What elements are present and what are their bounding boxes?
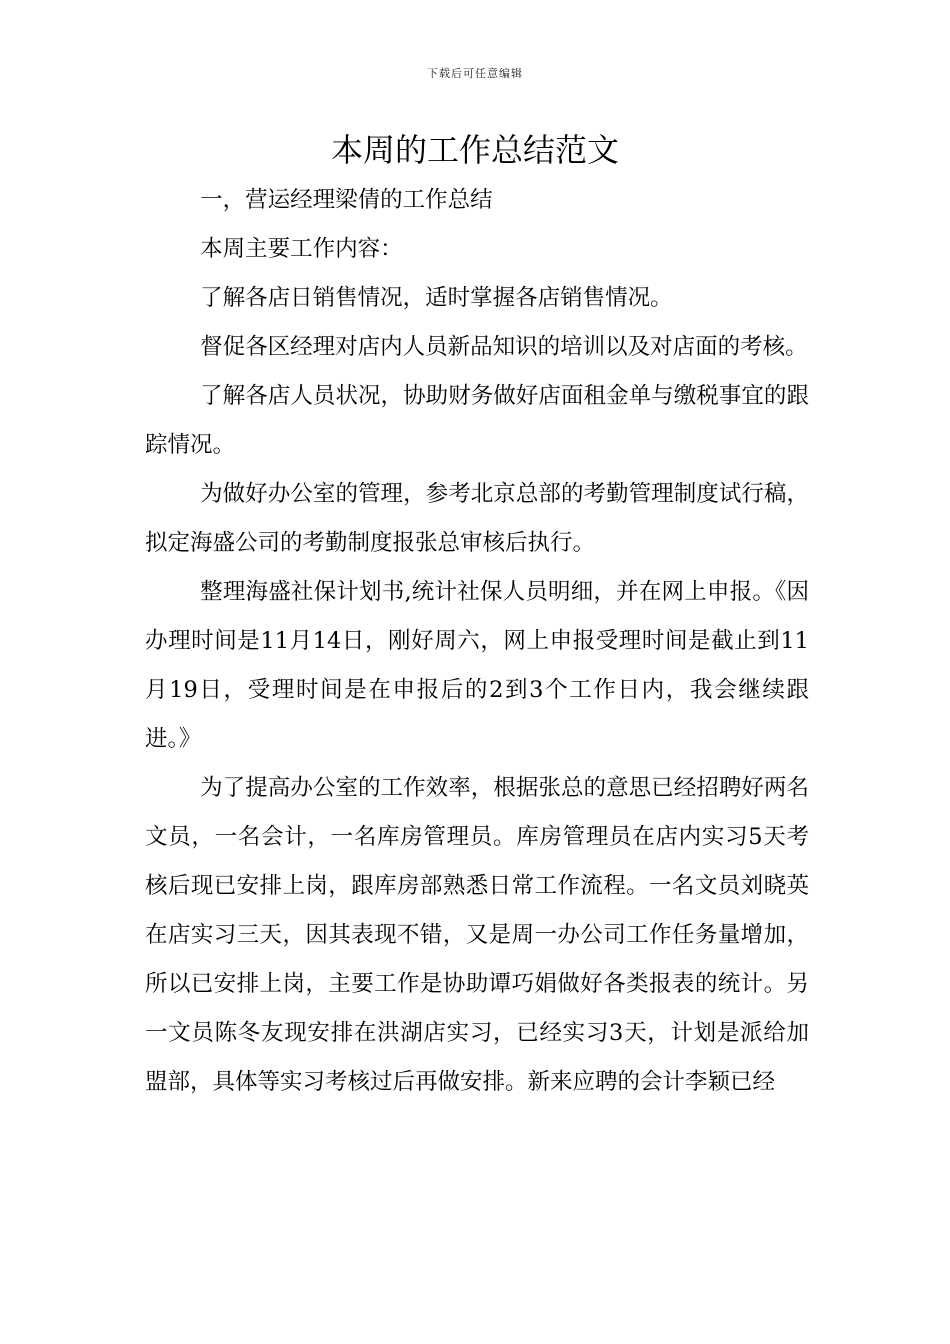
document-body [145,176,809,1107]
paragraph: 督促各区经理对店内人员新品知识的培训以及对店面的考核。 [200,334,808,360]
document-title: 本周的工作总结范文 [330,131,619,169]
paragraph: 了解各店人员状况，协助财务做好店面租金单与缴税事宜的跟踪情况。 [145,383,809,458]
paragraph: 为做好办公室的管理，参考北京总部的考勤管理制度试行稿，拟定海盛公司的考勤制度报张总审核后执行。 [145,481,809,556]
header-note: 下载后可任意编辑 [427,67,523,80]
section-heading: 一，营运经理梁倩的工作总结 [200,187,493,213]
paragraph: 整理海盛社保计划书,统计社保人员明细，并在网上申报。《因办理时间是11月14日，刚好周六，网上申报受理时间是截止到11月19日，受理时间是在申报后的2到3个工作日内，我会继续跟进。》 [145,579,809,752]
paragraph: 了解各店日销售情况，适时掌握各店销售情况。 [200,285,673,311]
paragraph: 为了提高办公室的工作效率，根据张总的意思已经招聘好两名文员，一名会计，一名库房管理员。库房管理员在店内实习5天考核后现已安排上岗，跟库房部熟悉日常工作流程。一名文员刘晓英在店实习三天，因其表现不错，又是周一办公司工作任务量增加，所以已安排上岗，主要工作是协助谭巧娟做好各类报表的统计。另一文员陈冬友现安排在洪湖店实习，已经实习3天，计划是派给加盟部，具体等实习考核过后再做安排。新来应聘的会计李颖已经 [145,775,809,1095]
paragraph: 本周主要工作内容： [200,236,403,262]
